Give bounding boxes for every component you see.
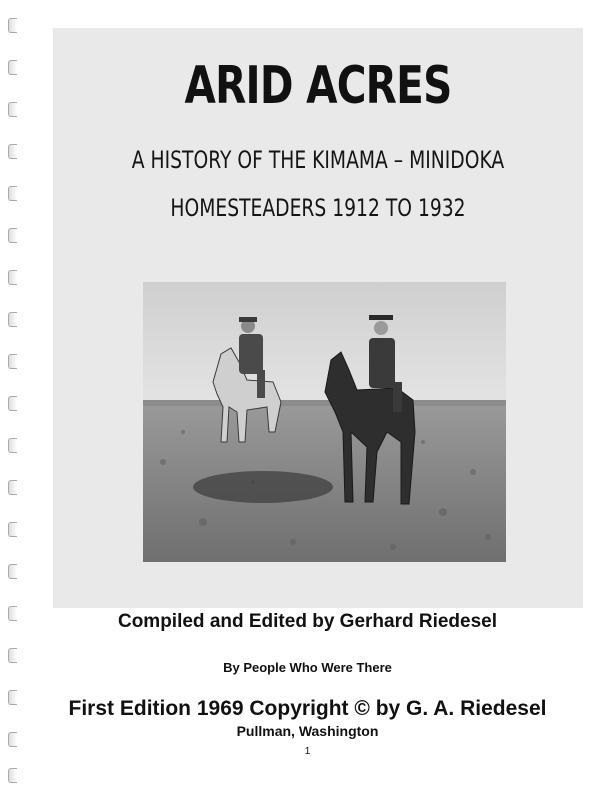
book-subtitle-line-1: A HISTORY OF THE KIMAMA – MINIDOKA <box>131 146 505 174</box>
page-number: 1 <box>304 746 311 757</box>
by-people-line: By People Who Were There <box>223 660 392 675</box>
book-title: ARID ACRES <box>184 56 452 116</box>
cover-photo-horsemen <box>143 282 506 562</box>
edition-copyright: First Edition 1969 Copyright © by G. A. Riedesel <box>68 697 547 720</box>
cover-panel <box>53 28 583 608</box>
compiled-by: Compiled and Edited by Gerhard Riedesel <box>117 611 498 632</box>
publication-location: Pullman, Washington <box>236 723 379 739</box>
book-subtitle-line-2: HOMESTEADERS 1912 TO 1932 <box>170 194 466 222</box>
